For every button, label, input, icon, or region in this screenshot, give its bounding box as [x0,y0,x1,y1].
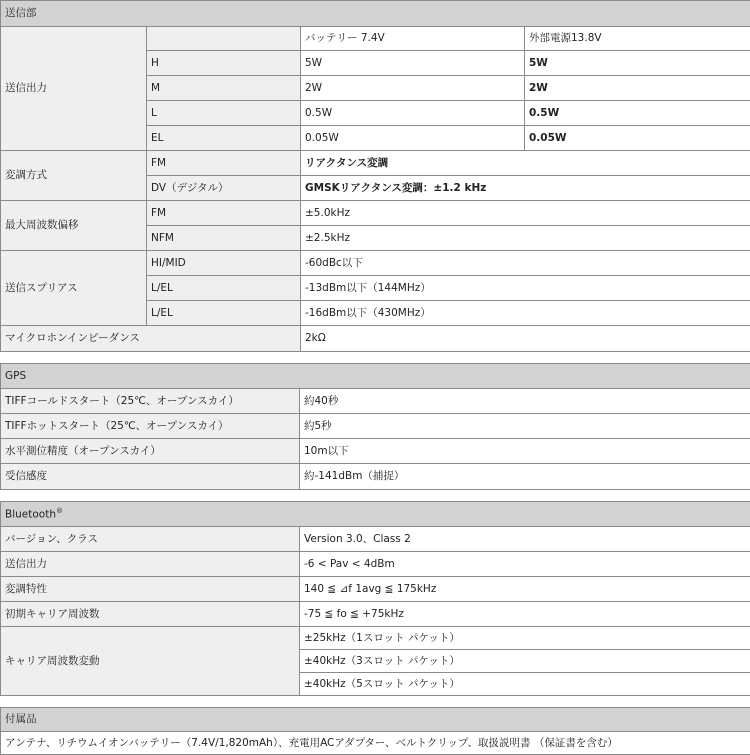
tx-level-l: L [147,101,301,126]
tx-level-el: EL [147,126,301,151]
accessories-table [0,707,750,755]
modulation-dv-value: GMSKリアクタンス変調：±1.2 kHz [301,176,750,201]
accessories-section-title: 付属品 [1,708,750,732]
impedance-value: 2kΩ [301,326,750,352]
deviation-mode-nfm: NFM [147,226,301,251]
tx-m-battery: 2W [301,76,525,101]
gps-hot-start-value: 約5秒 [300,414,750,439]
deviation-label: 最大周波数偏移 [1,201,147,251]
bt-carrier-freq-value: -75 ≦ fo ≦ +75kHz [300,602,750,627]
bt-drift-5slot: ±40kHz（5スロット パケット） [300,673,750,696]
registered-mark: ® [56,507,63,515]
tx-blank-header [147,27,301,51]
deviation-mode-fm: FM [147,201,301,226]
bt-carrier-freq-label: 初期キャリア周波数 [1,602,300,627]
tx-l-external: 0.5W [525,101,750,126]
gps-table [0,363,750,490]
impedance-label: マイクロホンインピーダンス [1,326,301,352]
gps-sensitivity-value: 約-141dBm（捕捉） [300,464,750,490]
tx-level-h: H [147,51,301,76]
gps-section-title: GPS [1,364,750,389]
spurious-himid-value: -60dBc以下 [301,251,750,276]
bluetooth-title-text: Bluetooth [5,508,56,520]
tx-el-external: 0.05W [525,126,750,151]
spurious-mode-lel-430: L/EL [147,301,301,326]
modulation-fm-value: リアクタンス変調 [301,151,750,176]
tx-output-label: 送信出力 [1,27,147,151]
col-external-header: 外部電源13.8V [525,27,750,51]
gps-accuracy-value: 10m以下 [300,439,750,464]
modulation-mode-fm: FM [147,151,301,176]
bt-modulation-label: 変調特性 [1,577,300,602]
accessories-value: アンテナ、リチウムイオンバッテリー（7.4V/1,820mAh）、充電用ACアダプター、ベルトクリップ、取扱説明書 （保証書を含む） [1,732,750,755]
gps-accuracy-label: 水平測位精度（オープンスカイ） [1,439,300,464]
deviation-nfm-value: ±2.5kHz [301,226,750,251]
tx-level-m: M [147,76,301,101]
modulation-label: 変調方式 [1,151,147,201]
bt-modulation-value: 140 ≦ ⊿f 1avg ≦ 175kHz [300,577,750,602]
transmitter-table [0,0,750,352]
bt-version-label: バージョン、クラス [1,527,300,552]
tx-h-battery: 5W [301,51,525,76]
bluetooth-table [0,501,750,696]
bt-drift-label: キャリア周波数変動 [1,627,300,696]
transmitter-section-title: 送信部 [1,1,750,27]
bt-drift-3slot: ±40kHz（3スロット パケット） [300,650,750,673]
tx-el-battery: 0.05W [301,126,525,151]
bluetooth-section-title [1,502,750,527]
gps-sensitivity-label: 受信感度 [1,464,300,490]
spurious-lel-430-value: -16dBm以下（430MHz） [301,301,750,326]
tx-h-external: 5W [525,51,750,76]
spurious-mode-lel-144: L/EL [147,276,301,301]
spurious-label: 送信スプリアス [1,251,147,326]
gps-hot-start-label: TIFFホットスタート（25℃、オープンスカイ） [1,414,300,439]
bt-drift-1slot: ±25kHz（1スロット パケット） [300,627,750,650]
bt-output-label: 送信出力 [1,552,300,577]
bt-output-value: -6 < Pav < 4dBm [300,552,750,577]
modulation-mode-dv: DV（デジタル） [147,176,301,201]
tx-l-battery: 0.5W [301,101,525,126]
col-battery-header: バッテリー 7.4V [301,27,525,51]
bt-version-value: Version 3.0、Class 2 [300,527,750,552]
gps-cold-start-value: 約40秒 [300,389,750,414]
tx-m-external: 2W [525,76,750,101]
gps-cold-start-label: TIFFコールドスタート（25℃、オープンスカイ） [1,389,300,414]
deviation-fm-value: ±5.0kHz [301,201,750,226]
spurious-mode-himid: HI/MID [147,251,301,276]
spurious-lel-144-value: -13dBm以下（144MHz） [301,276,750,301]
